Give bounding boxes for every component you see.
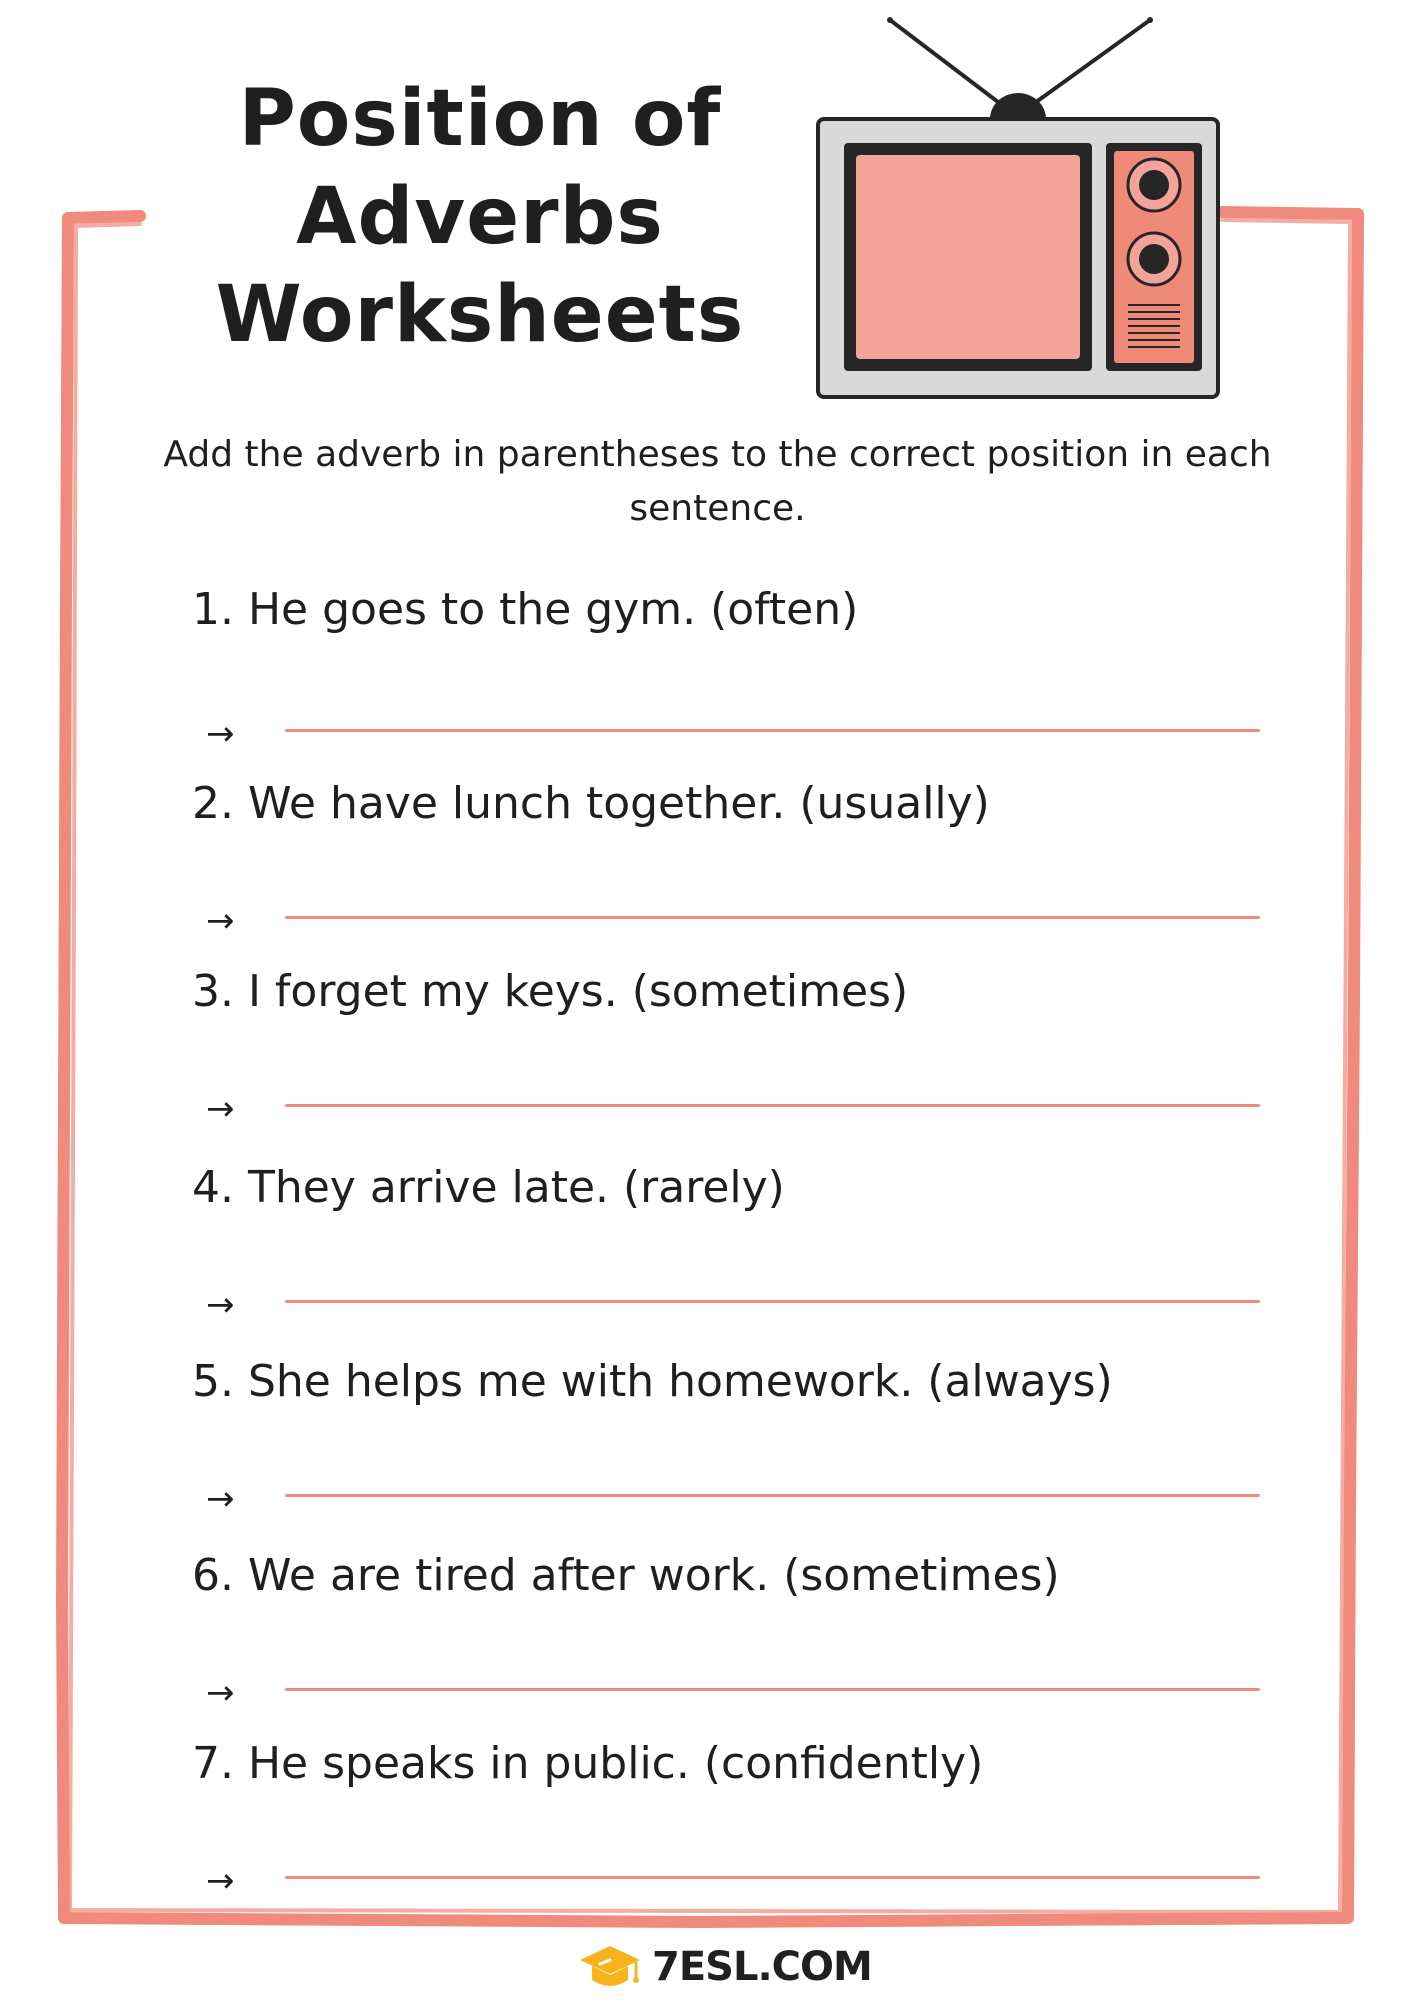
graduation-cap-icon [578,1942,642,1992]
question-3: 3. I forget my keys. (sometimes) [192,966,909,1017]
answer-arrow-4: → [206,1285,235,1325]
title-line-2: Adverbs [296,172,664,262]
answer-arrow-6: → [206,1673,235,1713]
question-7: 7. He speaks in public. (confidently) [192,1738,984,1789]
answer-arrow-2: → [206,901,235,941]
instructions-text: Add the adverb in parentheses to the correct position in each sentence. [163,434,1272,529]
answer-arrow-5: → [206,1479,235,1519]
site-logo [578,1940,872,1994]
question-4: 4. They arrive late. (rarely) [192,1162,785,1213]
logo-text[interactable]: 7ESL.COM [652,1944,872,1990]
answer-line-2[interactable] [285,916,1260,919]
answer-line-7[interactable] [285,1876,1260,1879]
answer-line-3[interactable] [285,1104,1260,1107]
answer-arrow-3: → [206,1089,235,1129]
question-1: 1. He goes to the gym. (often) [192,584,859,635]
answer-arrow-1: → [206,714,235,754]
answer-line-5[interactable] [285,1494,1260,1497]
answer-line-1[interactable] [285,729,1260,732]
answer-line-4[interactable] [285,1300,1260,1303]
question-6: 6. We are tired after work. (sometimes) [192,1550,1060,1601]
answer-arrow-7: → [206,1861,235,1901]
question-2: 2. We have lunch together. (usually) [192,778,990,829]
question-5: 5. She helps me with homework. (always) [192,1356,1113,1407]
title-line-3: Worksheets [215,270,745,360]
title-line-1: Position of [238,74,722,164]
answer-line-6[interactable] [285,1688,1260,1691]
